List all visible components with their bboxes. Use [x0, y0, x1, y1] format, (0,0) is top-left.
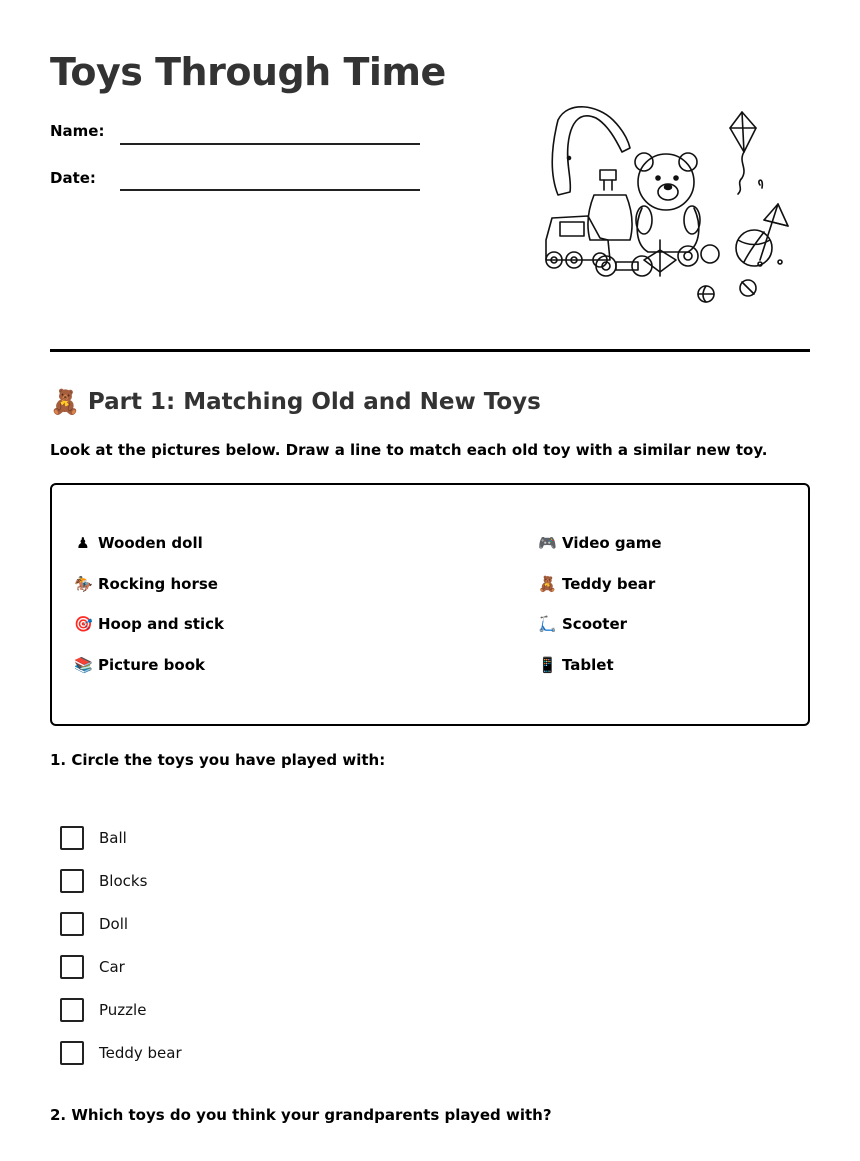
checkbox-ball[interactable]	[60, 826, 84, 850]
checkbox-label: Puzzle	[99, 1000, 147, 1019]
match-item-label: Scooter	[562, 615, 628, 634]
match-item-label: Video game	[562, 534, 662, 553]
checkbox-teddy-bear[interactable]	[60, 1041, 84, 1065]
rocking-horse-icon: 🏇	[74, 574, 93, 593]
date-label: Date:	[50, 169, 96, 187]
part1-instructions: Look at the pictures below. Draw a line to match each old toy with a similar new toy.	[50, 441, 768, 459]
question-2: 2. Which toys do you think your grandparents played with?	[50, 1106, 552, 1124]
scooter-icon: 🛴	[538, 615, 557, 634]
teddy-bear-icon: 🧸	[50, 388, 80, 416]
match-item-label: Picture book	[98, 655, 205, 674]
question-1: 1. Circle the toys you have played with:	[50, 751, 386, 769]
checklist-item	[60, 1031, 182, 1074]
checkbox-doll[interactable]	[60, 912, 84, 936]
checkbox-car[interactable]	[60, 955, 84, 979]
part1-heading	[50, 388, 541, 416]
match-item-label: Wooden doll	[98, 534, 203, 553]
teddy-bear-icon: 🧸	[538, 574, 557, 593]
match-item-wooden-doll[interactable]	[74, 523, 224, 564]
date-field[interactable]	[120, 189, 420, 191]
name-field[interactable]	[120, 143, 420, 145]
checkbox-puzzle[interactable]	[60, 998, 84, 1022]
match-item-label: Teddy bear	[562, 574, 656, 593]
match-item-label: Rocking horse	[98, 574, 218, 593]
match-item-tablet[interactable]	[538, 645, 662, 686]
part1-title: Part 1: Matching Old and New Toys	[87, 389, 541, 415]
match-item-hoop-and-stick[interactable]	[74, 604, 224, 645]
name-label: Name:	[50, 122, 105, 140]
old-toys-column	[74, 523, 224, 685]
checkbox-label: Car	[99, 957, 125, 976]
checkbox-label: Teddy bear	[99, 1043, 182, 1062]
checkbox-label: Doll	[99, 914, 129, 933]
toy-checklist	[60, 816, 182, 1074]
checkbox-blocks[interactable]	[60, 869, 84, 893]
match-item-teddy-bear[interactable]	[538, 564, 662, 605]
doll-icon: ♟	[76, 534, 90, 553]
match-item-picture-book[interactable]	[74, 645, 224, 686]
new-toys-column	[538, 523, 662, 685]
checklist-item	[60, 988, 182, 1031]
checklist-item	[60, 859, 182, 902]
match-item-rocking-horse[interactable]	[74, 564, 224, 605]
match-item-video-game[interactable]	[538, 523, 662, 564]
checkbox-label: Ball	[99, 828, 127, 847]
checklist-item	[60, 945, 182, 988]
match-item-scooter[interactable]	[538, 604, 662, 645]
checklist-item	[60, 816, 182, 859]
video-game-icon: 🎮	[538, 534, 557, 553]
matching-box	[50, 483, 810, 726]
book-icon: 📚	[74, 655, 93, 674]
page-title: Toys Through Time	[50, 50, 446, 94]
section-divider	[50, 349, 810, 352]
tablet-icon: 📱	[538, 655, 557, 674]
hoop-icon: 🎯	[74, 615, 93, 634]
toys-illustration	[538, 100, 798, 310]
checkbox-label: Blocks	[99, 871, 148, 890]
checklist-item	[60, 902, 182, 945]
match-item-label: Tablet	[562, 655, 614, 674]
match-item-label: Hoop and stick	[98, 615, 224, 634]
